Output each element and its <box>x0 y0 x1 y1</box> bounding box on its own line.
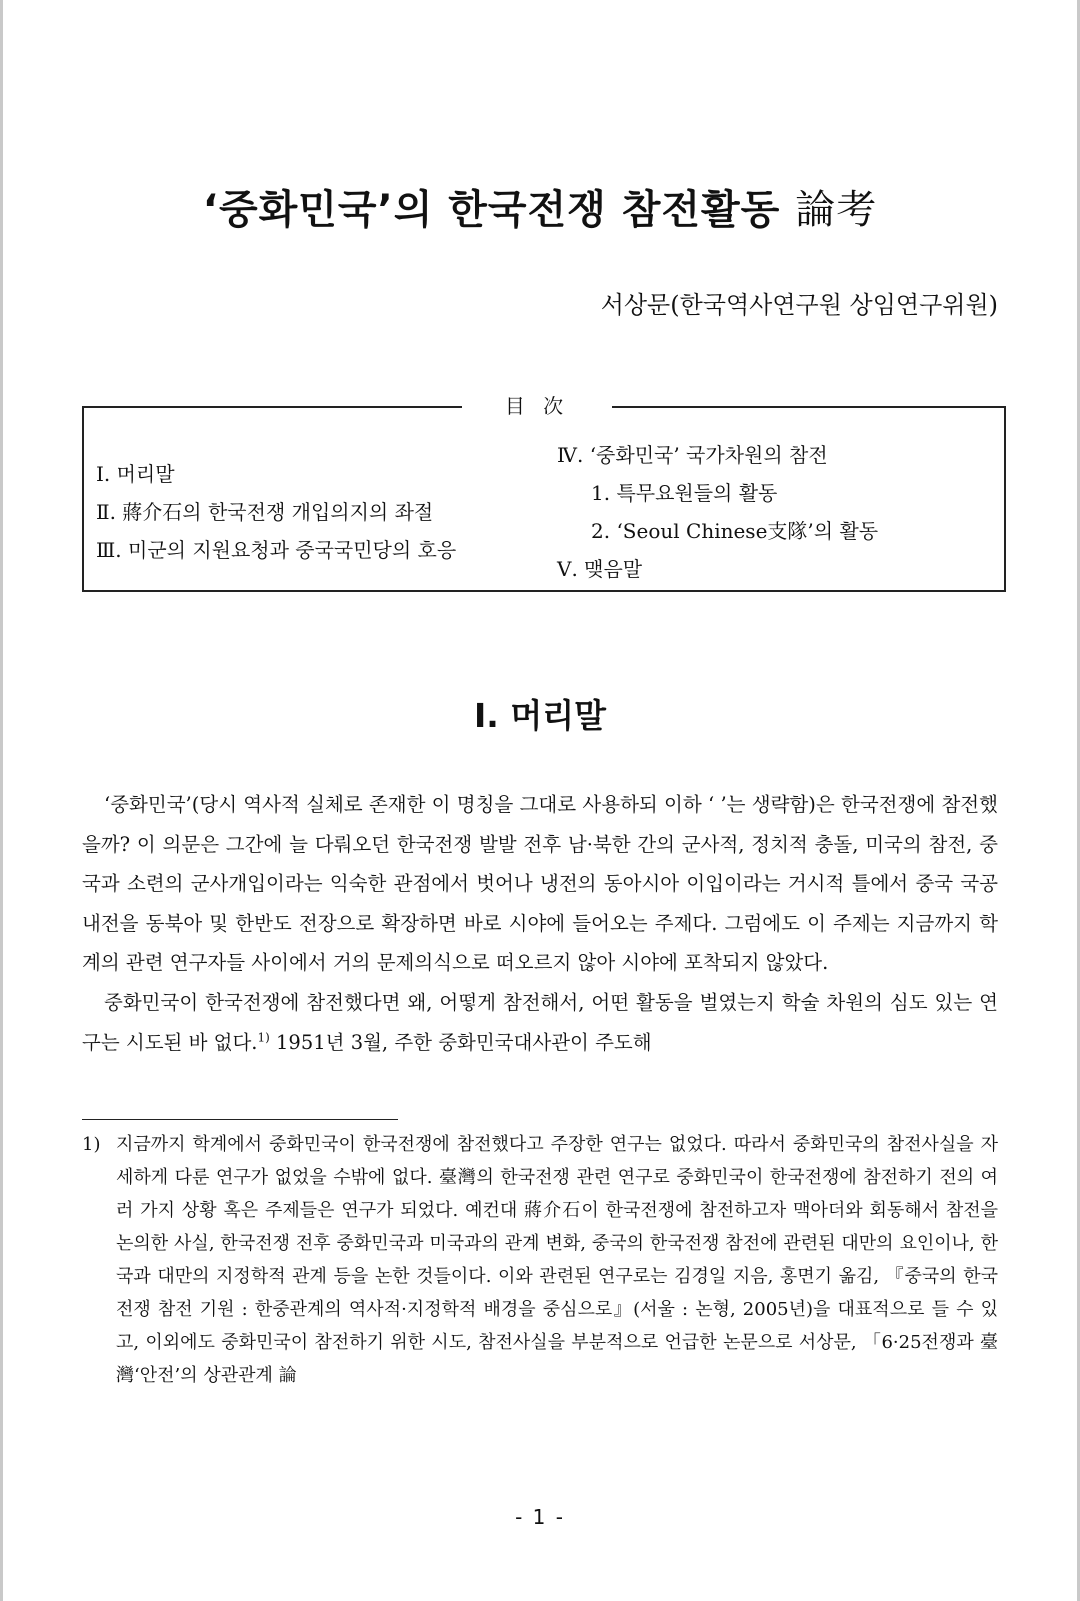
paragraph-1: ‘중화민국’(당시 역사적 실체로 존재한 이 명칭을 그대로 사용하되 이하 ‘ ’는 생략함)은 한국전쟁에 참전했을까? 이 의문은 그간에 늘 다뤄오던 한국전쟁 발발 전후 남·북한 간의 군사적, 정치적 충돌, 미국의 참전, 중국과 소련의 군사개입이라는 익숙한 관점에서 벗어나 냉전의 동아시아 이입이라는 거시적 틀에서 중국 국공내전을 동북아 및 한반도 전장으로 확장하면 바로 시야에 들어오는 주제다. 그럼에도 이 주제는 지금까지 학계의 관련 연구자들 사이에서 거의 문제의식으로 떠오르지 않아 시야에 포착되지 않았다. <box>82 793 998 975</box>
toc-item-1: Ⅰ. 머리말 <box>96 462 175 486</box>
author-line: 서상문(한국역사연구원 상임연구위원) <box>600 291 998 319</box>
paper-title-main: ‘중화민국’의 한국전쟁 참전활동 <box>202 187 781 233</box>
footnote-text: 지금까지 학계에서 중화민국이 한국전쟁에 참전했다고 주장한 연구는 없었다. 따라서 중화민국의 참전사실을 자세하게 다룬 연구가 없었을 수밖에 없다. 臺灣의 한국전쟁 관련 연구로 중화민국이 한국전쟁에 참전하기 전의 여러 가지 상황 혹은 주제들은 연구가 되었다. 예컨대 蔣介石이 한국전쟁에 참전하고자 맥아더와 회동해서 참전을 논의한 사실, 한국전쟁 전후 중화민국과 미국과의 관계 변화, 중국의 한국전쟁 참전에 관련된 대만의 요인이나, 한국과 대만의 지정학적 관계 등을 논한 것들이다. 이와 관련된 연구로는 김경일 지음, 홍면기 옮김, 『중국의 한국전쟁 참전 기원 : 한중관계의 역사적·지정학적 배경을 중심으로』(서울 : 논형, 2005년)을 대표적으로 들 수 있고, 이외에도 중화민국이 참전하기 위한 시도, 참전사실을 부분적으로 언급한 논문으로 서상문, 「6·25전쟁과 臺灣‘안전’의 상관관계 論 <box>116 1134 998 1386</box>
toc-heading: 目 次 <box>504 394 570 418</box>
toc-item-3: Ⅲ. 미군의 지원요청과 중국국민당의 호응 <box>96 538 457 562</box>
page-number: - 1 - <box>515 1505 565 1529</box>
paragraph-2-text: 중화민국이 한국전쟁에 참전했다면 왜, 어떻게 참전해서, 어떤 활동을 벌였는지 학술 차원의 심도 있는 연구는 시도된 바 없다. <box>82 990 998 1054</box>
paper-title <box>0 178 1080 235</box>
footnote <box>82 1128 998 1392</box>
toc-border-top-left <box>82 406 462 408</box>
footnote-reference[interactable]: 1) <box>257 1030 270 1045</box>
section-heading: Ⅰ. 머리말 <box>474 696 606 735</box>
footnote-number: 1) <box>82 1134 101 1155</box>
toc-subitem-4-1: 1. 특무요원들의 활동 <box>591 481 778 505</box>
toc-item-4: Ⅳ. ‘중화민국’ 국가차원의 참전 <box>557 443 828 467</box>
toc-right-column <box>557 436 878 588</box>
toc-item-2: Ⅱ. 蔣介石의 한국전쟁 개입의지의 좌절 <box>96 500 434 524</box>
toc-subitem-4-2: 2. ‘Seoul Chinese支隊’의 활동 <box>591 519 879 543</box>
footnote-divider <box>82 1119 398 1120</box>
paragraph-2-tail: 1951년 3월, 주한 중화민국대사관이 주도해 <box>269 1030 652 1054</box>
toc-border-top-right <box>612 406 1006 408</box>
toc-item-5: Ⅴ. 맺음말 <box>557 557 643 581</box>
page-edge-left <box>0 0 3 1601</box>
paper-title-suffix: 論考 <box>795 187 878 233</box>
body-text <box>82 785 998 1062</box>
toc-left-column <box>96 455 456 569</box>
paragraph-2 <box>82 983 998 1062</box>
